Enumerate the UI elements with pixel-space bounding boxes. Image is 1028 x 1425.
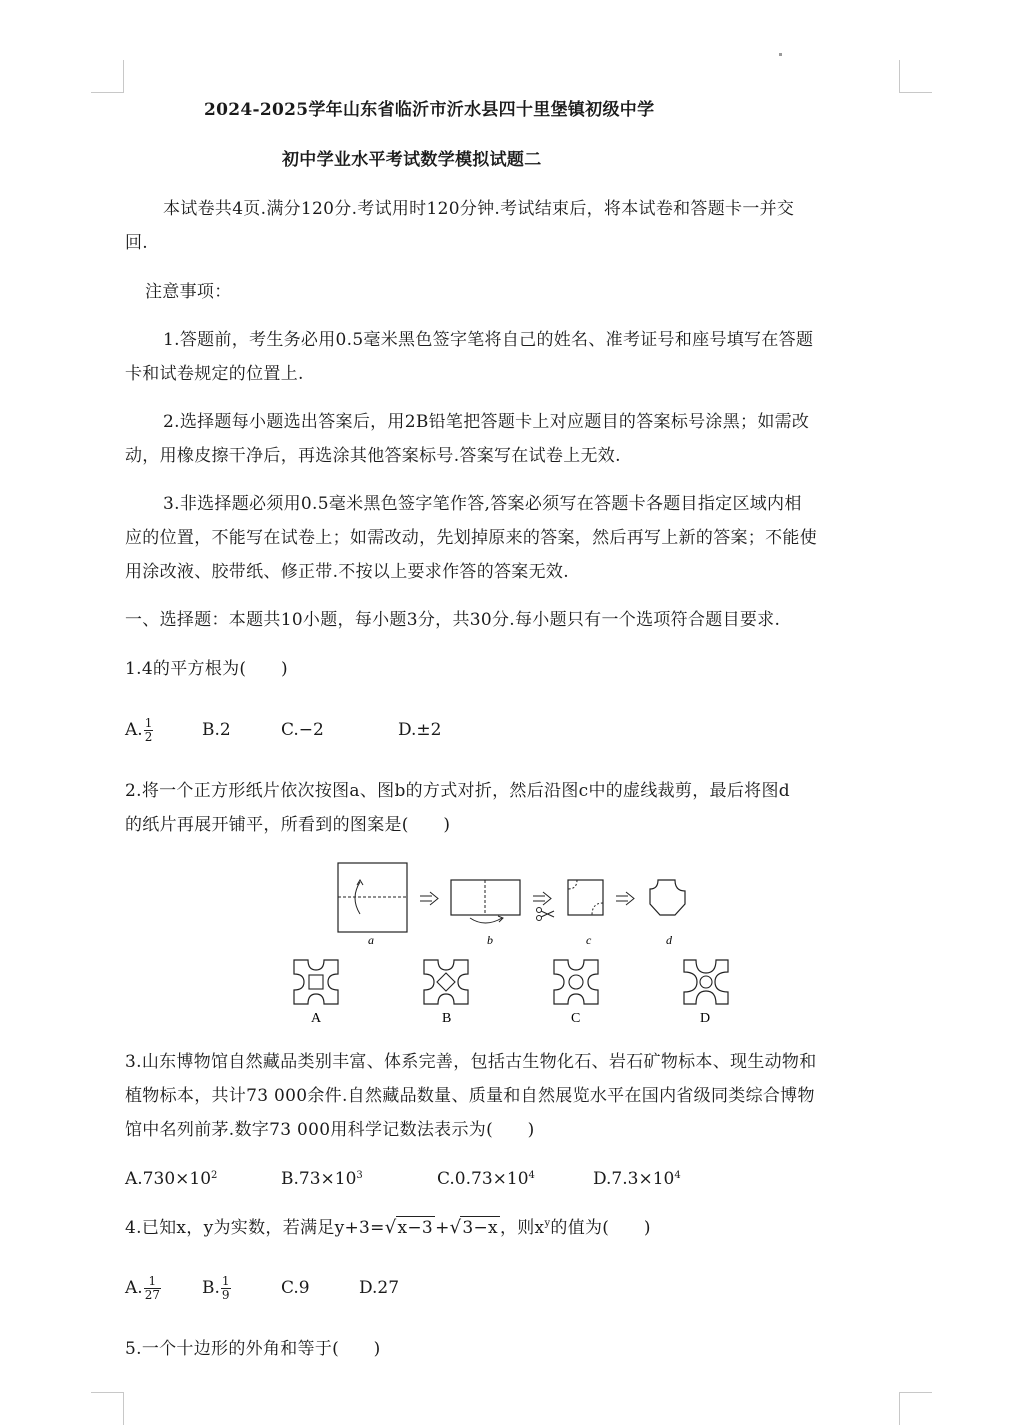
choice-a-pattern [294, 960, 338, 1004]
question-2-line-2: 的纸片再展开铺平，所看到的图案是( ) [125, 815, 451, 835]
choice-label-a: A [311, 1011, 322, 1026]
figure-b-rectangle [451, 880, 520, 923]
note-3-line-1: 3.非选择题必须用0.5毫米黑色签字笔作答,答案必须写在答题卡各题目指定区域内相 [163, 494, 802, 514]
radicand-2: 3−x [462, 1218, 498, 1238]
arrow-icon [533, 892, 551, 905]
arrow-icon [420, 892, 438, 905]
question-3-option-c: $C.0.73\times 10^4$ [437, 1169, 535, 1189]
crop-mark-bottom-right [899, 1392, 932, 1425]
note-3-line-3: 用涂改液、胶带纸、修正带.不按以上要求作答的答案无效. [125, 562, 569, 582]
note-2-line-2: 动，用橡皮擦干净后，再选涂其他答案标号.答案写在试卷上无效. [125, 446, 621, 466]
crop-mark-bottom-left [91, 1392, 124, 1425]
section-1-heading: 一、选择题：本题共10小题，每小题3分，共30分.每小题只有一个选项符合题目要求. [125, 610, 781, 630]
figure-c-folded-square [568, 880, 603, 915]
notes-heading: 注意事项： [145, 282, 232, 302]
question-1-option-d: D.±2 [398, 720, 442, 740]
radical-sign: √ [384, 1217, 397, 1238]
choice-d-pattern [684, 960, 728, 1004]
question-4-stem: 4.已知x，y为实数，若满足y+3=√x−3 +√3−x ，则$x^y$的值为( ) [125, 1217, 651, 1238]
fraction: $\frac{1}{2}$ [144, 716, 153, 744]
question-3-line-2: 植物标本，共计73 000余件.自然藏品数量、质量和自然展览水平在国内省级同类综合博物 [125, 1086, 815, 1106]
question-4-option-d: D.27 [359, 1278, 400, 1298]
note-3-line-2: 应的位置，不能写在试卷上；如需改动，先划掉原来的答案，然后再写上新的答案；不能使 [125, 528, 817, 548]
fraction: $\frac{1}{27}$ [144, 1274, 160, 1302]
figure-a-square [338, 863, 407, 932]
question-1-stem: 1.4的平方根为( ) [125, 659, 288, 679]
fraction: $\frac{1}{9}$ [221, 1274, 230, 1302]
question-4-option-a: A. $\frac{1}{27}$ [125, 1274, 160, 1302]
question-4-option-b: B. $\frac{1}{9}$ [202, 1274, 230, 1302]
speck [779, 53, 782, 56]
intro-line-2: 回. [125, 233, 149, 253]
choice-b-pattern [424, 960, 468, 1004]
question-3-line-1: 3.山东博物馆自然藏品类别丰富、体系完善，包括古生物化石、岩石矿物标本、现生动物和 [125, 1052, 817, 1072]
question-1-option-c: C.−2 [281, 720, 324, 740]
choice-label-d: D [700, 1011, 711, 1026]
radicand-1: x−3 [397, 1218, 434, 1238]
choice-label-b: B [442, 1011, 452, 1026]
question-3-option-b: $B.73\times 10^3$ [281, 1169, 363, 1189]
arrow-icon [616, 892, 634, 905]
figure-label-c: c [586, 933, 592, 947]
note-1-line-1: 1.答题前，考生务必用0.5毫米黑色签字笔将自己的姓名、准考证号和座号填写在答题 [163, 330, 814, 350]
question-3-option-d: $D.7.3\times 10^4$ [593, 1169, 681, 1189]
paper-folding-figure [280, 858, 750, 1030]
figure-label-d: d [666, 933, 672, 947]
figure-label-a: a [368, 933, 374, 947]
question-3-line-3: 馆中名列前茅.数字73 000用科学记数法表示为( ) [125, 1120, 535, 1140]
question-1-option-b: B.2 [202, 720, 231, 740]
figure-d-cut-square [650, 880, 685, 915]
figure-label-b: b [487, 933, 493, 947]
scissors-icon [537, 908, 555, 921]
question-4-option-c: C.9 [281, 1278, 310, 1298]
note-1-line-2: 卡和试卷规定的位置上. [125, 364, 304, 384]
choice-c-pattern [554, 960, 598, 1004]
question-1-option-a: A. $\frac{1}{2}$ [125, 716, 153, 744]
crop-mark-top-right [899, 60, 932, 93]
question-5-stem: 5.一个十边形的外角和等于( ) [125, 1339, 381, 1359]
question-3-option-a: $A.730\times 10^2$ [125, 1169, 218, 1189]
intro-line-1: 本试卷共4页.满分120分.考试用时120分钟.考试结束后，将本试卷和答题卡一并交 [163, 199, 795, 219]
crop-mark-top-left [91, 60, 124, 93]
radical-sign: √ [449, 1217, 462, 1238]
question-2-line-1: 2.将一个正方形纸片依次按图a、图b的方式对折，然后沿图c中的虚线裁剪，最后将图d [125, 781, 790, 801]
title-line-1: 2024-2025学年山东省临沂市沂水县四十里堡镇初级中学 [204, 100, 655, 120]
note-2-line-1: 2.选择题每小题选出答案后，用2B铅笔把答题卡上对应题目的答案标号涂黑；如需改 [163, 412, 810, 432]
choice-label-c: C [571, 1011, 581, 1026]
title-line-2: 初中学业水平考试数学模拟试题二 [282, 150, 542, 170]
